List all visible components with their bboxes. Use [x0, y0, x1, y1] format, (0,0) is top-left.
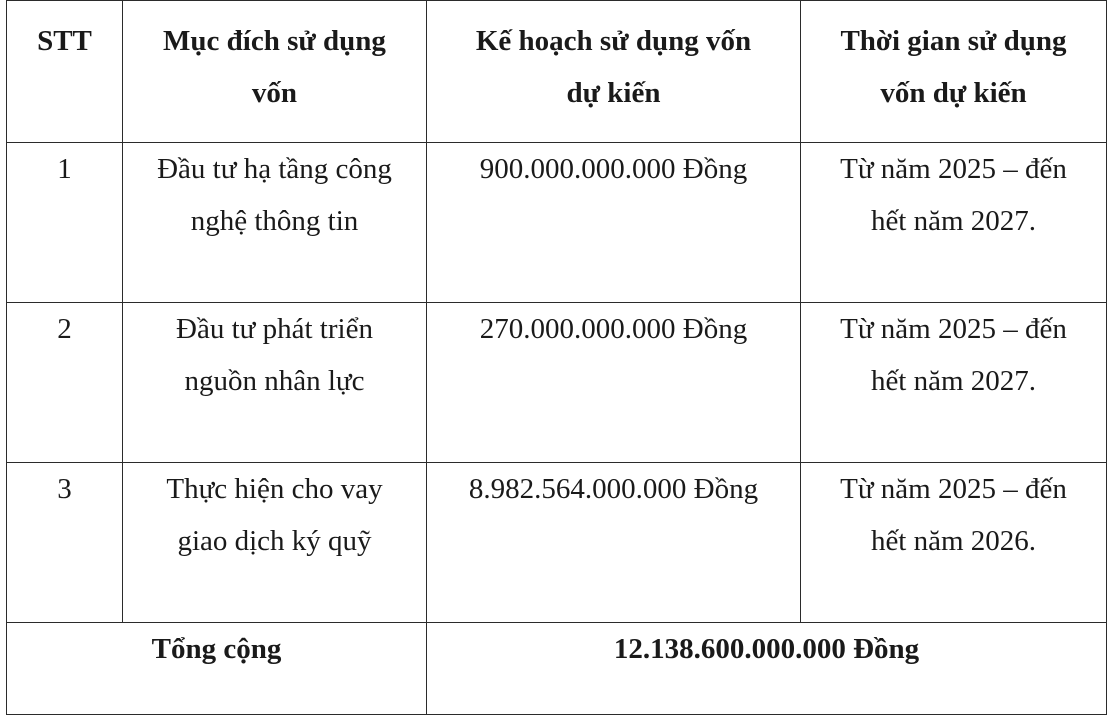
cell-stt: 2 — [7, 303, 123, 463]
cell-time — [801, 303, 1107, 463]
header-time-line1: Thời gian sử dụng — [840, 25, 1067, 57]
capital-usage-table — [6, 0, 1107, 715]
header-plan-line2: dự kiến — [566, 77, 661, 109]
table-row — [7, 143, 1107, 303]
header-plan-line1: Kế hoạch sử dụng vốn — [475, 25, 752, 57]
header-stt — [7, 1, 123, 143]
cell-purpose-line2: nghệ thông tin — [190, 205, 359, 237]
cell-purpose-line1: Đầu tư phát triển — [176, 313, 373, 345]
header-time — [801, 1, 1107, 143]
header-purpose-line2: vốn — [251, 77, 298, 109]
cell-plan: 900.000.000.000 Đồng — [427, 143, 801, 303]
cell-time-line1: Từ năm 2025 – đến — [840, 473, 1067, 505]
cell-purpose — [123, 303, 427, 463]
cell-purpose — [123, 463, 427, 623]
table-total-row — [7, 623, 1107, 715]
table-header-row — [7, 1, 1107, 143]
header-time-line2: vốn dự kiến — [880, 77, 1027, 109]
cell-purpose-line1: Đầu tư hạ tầng công — [157, 153, 392, 185]
cell-plan: 270.000.000.000 Đồng — [427, 303, 801, 463]
cell-purpose-line2: nguồn nhân lực — [184, 365, 365, 397]
cell-purpose-line2: giao dịch ký quỹ — [177, 525, 372, 557]
cell-time — [801, 463, 1107, 623]
cell-time-line1: Từ năm 2025 – đến — [840, 153, 1067, 185]
cell-time-line2: hết năm 2026. — [870, 525, 1037, 557]
header-purpose — [123, 1, 427, 143]
cell-time-line2: hết năm 2027. — [870, 365, 1037, 397]
cell-purpose-line1: Thực hiện cho vay — [166, 473, 383, 505]
total-label: Tổng cộng — [7, 623, 427, 715]
header-purpose-line1: Mục đích sử dụng — [163, 25, 386, 57]
cell-plan: 8.982.564.000.000 Đồng — [427, 463, 801, 623]
cell-stt: 3 — [7, 463, 123, 623]
total-value: 12.138.600.000.000 Đồng — [427, 623, 1107, 715]
table-row — [7, 303, 1107, 463]
cell-stt: 1 — [7, 143, 123, 303]
header-plan — [427, 1, 801, 143]
table-row — [7, 463, 1107, 623]
cell-time — [801, 143, 1107, 303]
cell-time-line2: hết năm 2027. — [870, 205, 1037, 237]
cell-purpose — [123, 143, 427, 303]
capital-usage-table-container — [6, 0, 1106, 714]
cell-time-line1: Từ năm 2025 – đến — [840, 313, 1067, 345]
header-stt-text: STT — [37, 25, 92, 57]
